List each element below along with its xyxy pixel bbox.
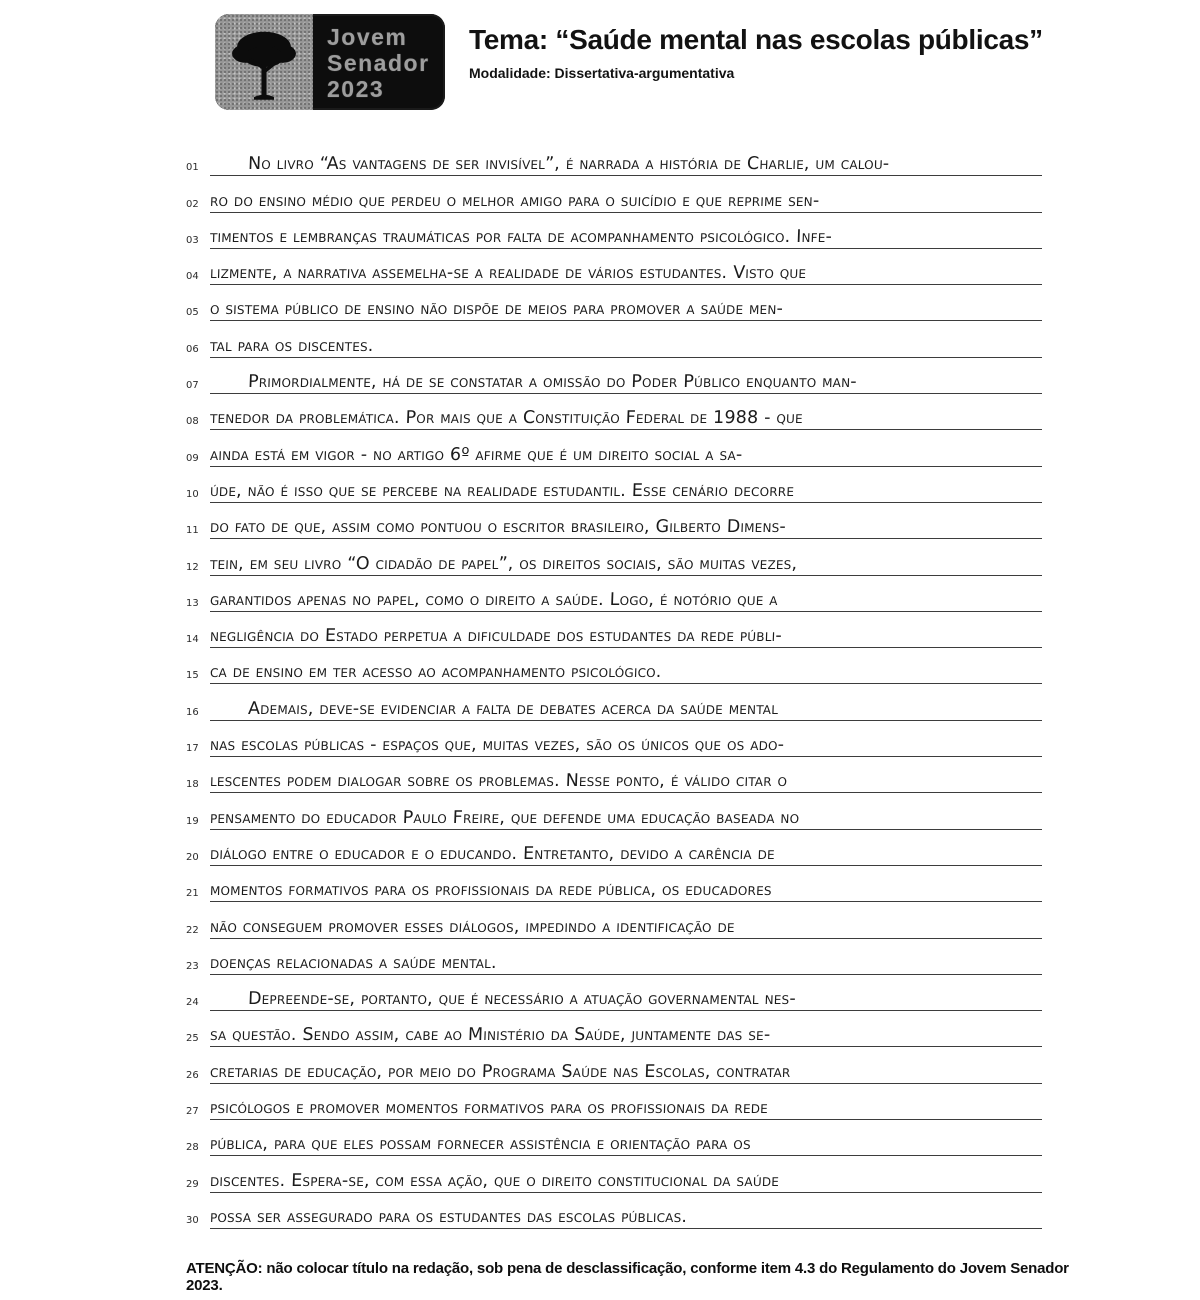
line-number: 10 [186, 488, 199, 500]
essay-line [186, 576, 1042, 612]
page-title: Tema: “Saúde mental nas escolas públicas” [469, 24, 1043, 55]
line-number: 08 [186, 416, 199, 428]
essay-line [186, 866, 1042, 902]
essay-line [186, 975, 1042, 1011]
essay-line [186, 140, 1042, 176]
header [215, 14, 1043, 110]
essay-line [186, 1084, 1042, 1120]
tree-icon [215, 14, 313, 110]
handwritten-text: timentos e lembranças traumáticas por falta de acompanhamento psicológico. Infe- [209, 226, 833, 247]
line-number: 30 [186, 1214, 199, 1226]
ruled-line [210, 263, 1042, 285]
ruled-line [210, 154, 1042, 176]
essay-line [186, 358, 1042, 394]
line-number: 03 [186, 234, 199, 246]
ruled-line [210, 1098, 1042, 1120]
line-number: 01 [186, 162, 199, 174]
line-number: 05 [186, 307, 199, 319]
title-block [469, 14, 1043, 81]
ruled-line [210, 191, 1042, 213]
line-number: 27 [186, 1106, 199, 1118]
ruled-line [210, 554, 1042, 576]
ruled-line [210, 227, 1042, 249]
ruled-line [210, 1207, 1042, 1229]
essay-line [186, 1047, 1042, 1083]
ruled-line [210, 336, 1042, 358]
handwritten-text: não conseguem promover esses diálogos, impedindo a identificação de [209, 916, 736, 937]
essay-line [186, 648, 1042, 684]
essay-line [186, 249, 1042, 285]
handwritten-text: garantidos apenas no papel, como o direito a saúde. Logo, é notório que a [209, 589, 779, 610]
line-number: 21 [186, 888, 199, 900]
ruled-line [210, 771, 1042, 793]
essay-line [186, 1193, 1042, 1229]
handwritten-text: lizmente, a narrativa assemelha-se a realidade de vários estudantes. Visto que [209, 263, 807, 284]
handwritten-text: pensamento do educador Paulo Freire, que defende uma educação baseada no [209, 807, 800, 828]
essay-line [186, 1120, 1042, 1156]
ruled-line [210, 735, 1042, 757]
ruled-line [210, 662, 1042, 684]
handwritten-text: ca de ensino em ter acesso ao acompanhamento psicológico. [209, 662, 662, 683]
line-number: 23 [186, 960, 199, 972]
essay-body [186, 140, 1042, 1229]
handwritten-text: Ademais, deve-se evidenciar a falta de debates acerca da saúde mental [247, 698, 779, 719]
essay-line [186, 1011, 1042, 1047]
logo-text-line1: Jovem [327, 24, 408, 50]
essay-line [186, 939, 1042, 975]
line-number: 17 [186, 743, 199, 755]
ruled-line [210, 299, 1042, 321]
line-number: 14 [186, 634, 199, 646]
logo-wordmark [313, 14, 445, 110]
line-number: 06 [186, 343, 199, 355]
ruled-line [210, 372, 1042, 394]
line-number: 22 [186, 924, 199, 936]
handwritten-text: tenedor da problemática. Por mais que a Constituição Federal de 1988 - que [209, 408, 804, 429]
essay-line [186, 539, 1042, 575]
footer-warning: ATENÇÃO: não colocar título na redação, sob pena de desclassificação, conforme item 4.3 do Regulamento do Jovem Senador 2023. [186, 1260, 1069, 1294]
handwritten-text: momentos formativos para os profissionais da rede pública, os educadores [209, 880, 773, 901]
ruled-line [210, 626, 1042, 648]
ruled-line [210, 699, 1042, 721]
ruled-line [210, 445, 1042, 467]
handwritten-text: discentes. Espera-se, com essa ação, que o direito constitucional da saúde [209, 1170, 780, 1191]
handwritten-text: Primordialmente, há de se constatar a omissão do Poder Público enquanto man- [247, 372, 858, 393]
handwritten-text: pública, para que eles possam fornecer assistência e orientação para os [209, 1134, 752, 1155]
handwritten-text: do fato de que, assim como pontuou o escritor brasileiro, Gilberto Dimens- [209, 517, 787, 538]
handwritten-text: doenças relacionadas a saúde mental. [209, 952, 498, 973]
handwritten-text: tal para os discentes. [209, 335, 374, 356]
line-number: 18 [186, 779, 199, 791]
essay-line [186, 394, 1042, 430]
ruled-line [210, 408, 1042, 430]
handwritten-text: psicólogos e promover momentos formativos para os profissionais da rede [209, 1098, 769, 1119]
handwritten-text: o sistema público de ensino não dispõe de meios para promover a saúde men- [209, 299, 784, 320]
line-number: 25 [186, 1033, 199, 1045]
line-number: 28 [186, 1142, 199, 1154]
ruled-line [210, 989, 1042, 1011]
handwritten-text: nas escolas públicas - espaços que, muitas vezes, são os únicos que os ado- [209, 735, 785, 756]
ruled-line [210, 1062, 1042, 1084]
essay-line [186, 612, 1042, 648]
essay-line [186, 176, 1042, 212]
line-number: 09 [186, 452, 199, 464]
essay-line [186, 285, 1042, 321]
essay-line [186, 213, 1042, 249]
essay-line [186, 684, 1042, 720]
handwritten-text: No livro “As vantagens de ser invisível”, é narrada a história de Charlie, um calou- [247, 154, 890, 175]
ruled-line [210, 481, 1042, 503]
line-number: 20 [186, 851, 199, 863]
line-number: 02 [186, 198, 199, 210]
line-number: 26 [186, 1069, 199, 1081]
logo-text-line3: 2023 [327, 76, 385, 102]
line-number: 13 [186, 597, 199, 609]
line-number: 15 [186, 670, 199, 682]
handwritten-text: cretarias de educação, por meio do Programa Saúde nas Escolas, contratar [209, 1061, 791, 1082]
handwritten-text: lescentes podem dialogar sobre os problemas. Nesse ponto, é válido citar o [209, 771, 788, 792]
ruled-line [210, 1025, 1042, 1047]
jovem-senador-logo [215, 14, 445, 110]
handwritten-text: possa ser assegurado para os estudantes das escolas públicas. [209, 1206, 688, 1227]
ruled-line [210, 917, 1042, 939]
ruled-line [210, 808, 1042, 830]
essay-line [186, 430, 1042, 466]
handwritten-text: tein, em seu livro “O cidadão de papel”, os direitos sociais, são muitas vezes, [209, 553, 798, 574]
handwritten-text: Depreende-se, portanto, que é necessário a atuação governamental nes- [247, 989, 797, 1010]
line-number: 04 [186, 271, 199, 283]
ruled-line [210, 1134, 1042, 1156]
line-number: 12 [186, 561, 199, 573]
essay-line [186, 757, 1042, 793]
line-number: 16 [186, 706, 199, 718]
ruled-line [210, 844, 1042, 866]
page-subtitle: Modalidade: Dissertativa-argumentativa [469, 65, 735, 81]
essay-line [186, 721, 1042, 757]
handwritten-text: sa questão. Sendo assim, cabe ao Ministério da Saúde, juntamente das se- [209, 1025, 771, 1046]
essay-line [186, 830, 1042, 866]
essay-line [186, 321, 1042, 357]
essay-line [186, 1156, 1042, 1192]
line-number: 11 [186, 525, 199, 537]
ruled-line [210, 517, 1042, 539]
handwritten-text: úde, não é isso que se percebe na realidade estudantil. Esse cenário decorre [209, 480, 795, 501]
handwritten-text: diálogo entre o educador e o educando. Entretanto, devido a carência de [209, 843, 776, 864]
handwritten-text: negligência do Estado perpetua a dificuldade dos estudantes da rede públi- [209, 626, 783, 647]
handwritten-text: ro do ensino médio que perdeu o melhor amigo para o suicídio e que reprime sen- [209, 190, 820, 211]
essay-line [186, 467, 1042, 503]
line-number: 24 [186, 997, 199, 1009]
essay-line [186, 793, 1042, 829]
essay-line [186, 503, 1042, 539]
handwritten-text: ainda está em vigor - no artigo 6º afirme que é um direito social a sa- [209, 444, 743, 465]
ruled-line [210, 953, 1042, 975]
logo-text-line2: Senador [327, 50, 430, 76]
line-number: 29 [186, 1178, 199, 1190]
ruled-line [210, 880, 1042, 902]
essay-line [186, 902, 1042, 938]
line-number: 07 [186, 380, 199, 392]
line-number: 19 [186, 815, 199, 827]
ruled-line [210, 590, 1042, 612]
ruled-line [210, 1171, 1042, 1193]
